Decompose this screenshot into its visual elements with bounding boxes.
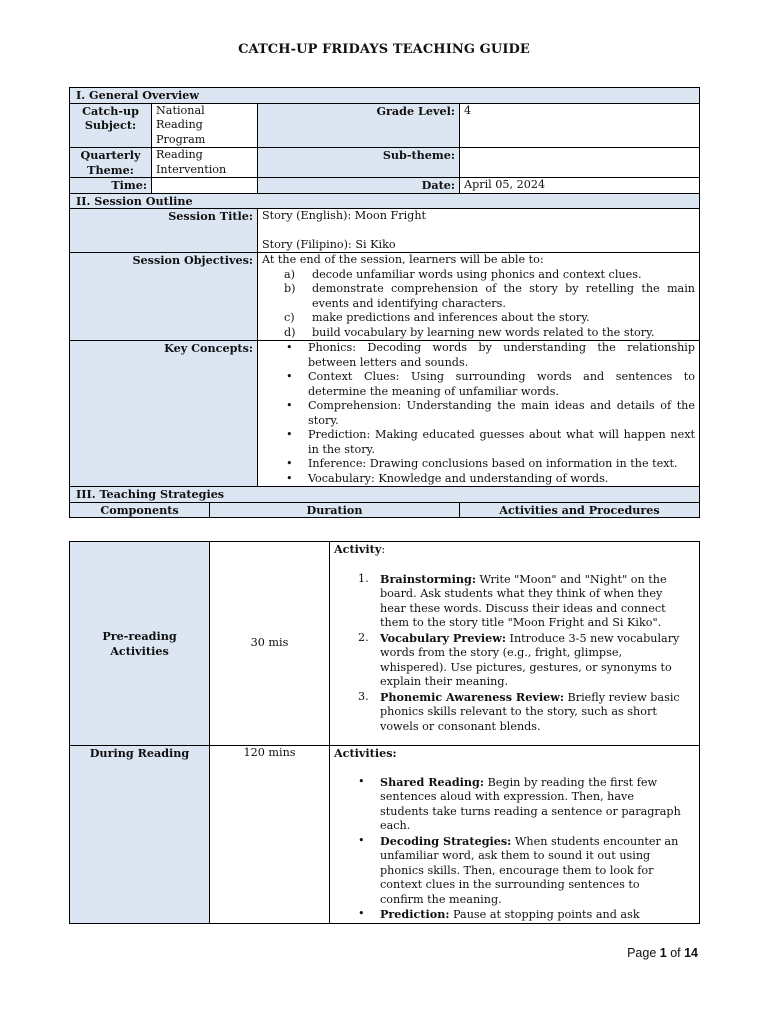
prereading-item: 3. Phonemic Awareness Review: Briefly review basic phonics skills relevant to the story, such as short vowels or consonant blends.: [358, 689, 680, 733]
session-objectives-cell: [258, 253, 700, 341]
quarterly-theme-label: Quarterly Theme:: [70, 148, 152, 178]
date-value: April 05, 2024: [460, 178, 700, 194]
key-concepts-label: Key Concepts:: [70, 341, 258, 487]
objective-item: c) make predictions and inferences about the story.: [284, 311, 590, 324]
column-header-duration: Duration: [210, 502, 460, 518]
grade-level-label: Grade Level:: [258, 103, 460, 148]
prereading-item: 1. Brainstorming: Write "Moon" and "Night" on the board. Ask students what they think of when they hear these words. Discuss their ideas and connect them to the story title "Moon Fright and Si Kiko".: [358, 571, 667, 629]
quarterly-theme-value: Reading Intervention: [152, 148, 258, 178]
prereading-list: [334, 572, 693, 735]
concept-item: • Vocabulary: Knowledge and understanding of words.: [286, 471, 609, 485]
during-reading-item: • Decoding Strategies: When students encounter an unfamiliar word, ask them to sound it out using phonics skills. Then, encourage them to look for context clues in the surrounding sentences to confirm the meaning.: [358, 833, 679, 906]
section-general-overview: I. General Overview: [70, 88, 700, 104]
catchup-subject-value: National Reading Program: [152, 103, 258, 148]
concept-item: • Phonics: Decoding words by understanding the relationship between letters and sounds.: [286, 341, 696, 369]
concept-item: • Comprehension: Understanding the main ideas and details of the story.: [286, 399, 696, 427]
document-title: CATCH-UP FRIDAYS TEACHING GUIDE: [238, 42, 530, 57]
during-reading-heading: Activities:: [334, 746, 397, 760]
session-title-cell: [258, 209, 700, 253]
date-label: Date:: [258, 178, 460, 194]
page-number: Page 1 of 14: [627, 946, 698, 960]
concept-item: • Prediction: Making educated guesses about what will happen next in the story.: [286, 428, 696, 456]
prereading-activities: Activity: 1. Brainstorming: Write "Moon" and "Night" on the board. Ask students what they think of when they hear these words. Discuss their ideas and connect them to the story title "Moon Fright and Si Kiko". 2. Vocabulary Preview: Introduce 3-5 new vocabulary words from the story (e.g., fright, glimpse, whispered). Use pictures, gestures, or synonyms to explain their meaning. 3. Phonemic Awareness Review: Briefly review basic phonics skills relevant to the story, such as short vowels or consonant blends.: [330, 542, 700, 746]
objectives-intro: At the end of the session, learners will be able to:: [262, 253, 544, 266]
key-concepts-cell: [258, 341, 700, 487]
key-concepts-list: [262, 341, 695, 486]
teaching-guide-table: [69, 87, 700, 518]
prereading-component: Pre-reading Activities: [70, 542, 210, 746]
section-session-outline: II. Session Outline: [70, 193, 700, 209]
story-filipino: Story (Filipino): Si Kiko: [262, 237, 396, 251]
grade-level-value: 4: [460, 103, 700, 148]
during-reading-component: During Reading: [70, 746, 210, 924]
during-reading-item: • Shared Reading: Begin by reading the first few sentences aloud with expression. Then, have students take turns reading a sentence or paragraph each.: [358, 774, 681, 832]
section-teaching-strategies: III. Teaching Strategies: [70, 487, 700, 503]
objective-item: a) decode unfamiliar words using phonics and context clues.: [284, 267, 642, 281]
sub-theme-value: [460, 148, 700, 178]
story-english: Story (English): Moon Fright: [262, 209, 427, 222]
prereading-activity-heading: Activity: [334, 542, 382, 556]
during-reading-item: • Prediction: Pause at stopping points and ask: [358, 907, 640, 921]
sub-theme-label: Sub-theme:: [258, 148, 460, 178]
session-objectives-label: Session Objectives:: [70, 253, 258, 341]
session-title-label: Session Title:: [70, 209, 258, 253]
column-header-components: Components: [70, 502, 210, 518]
time-value: [152, 178, 258, 194]
catchup-subject-label: Catch-up Subject:: [70, 103, 152, 148]
objective-item: d) build vocabulary by learning new words related to the story.: [284, 325, 655, 339]
prereading-duration: 30 mis: [210, 542, 330, 746]
time-label: Time:: [70, 178, 152, 194]
during-reading-activities: [330, 746, 700, 924]
strategies-table: [69, 541, 700, 924]
concept-item: • Context Clues: Using surrounding words and sentences to determine the meaning of unfamiliar words.: [286, 370, 696, 398]
prereading-item: 2. Vocabulary Preview: Introduce 3-5 new vocabulary words from the story (e.g., fright, glimpse, whispered). Use pictures, gestures, or synonyms to explain their meaning.: [358, 630, 680, 688]
during-reading-list: [334, 775, 693, 923]
objectives-list: [262, 268, 695, 341]
concept-item: • Inference: Drawing conclusions based on information in the text.: [286, 457, 678, 470]
column-header-activities: Activities and Procedures: [460, 502, 700, 518]
during-reading-duration: 120 mins: [210, 746, 330, 924]
objective-item: b) demonstrate comprehension of the story by retelling the main events and identifying characters.: [284, 282, 696, 310]
